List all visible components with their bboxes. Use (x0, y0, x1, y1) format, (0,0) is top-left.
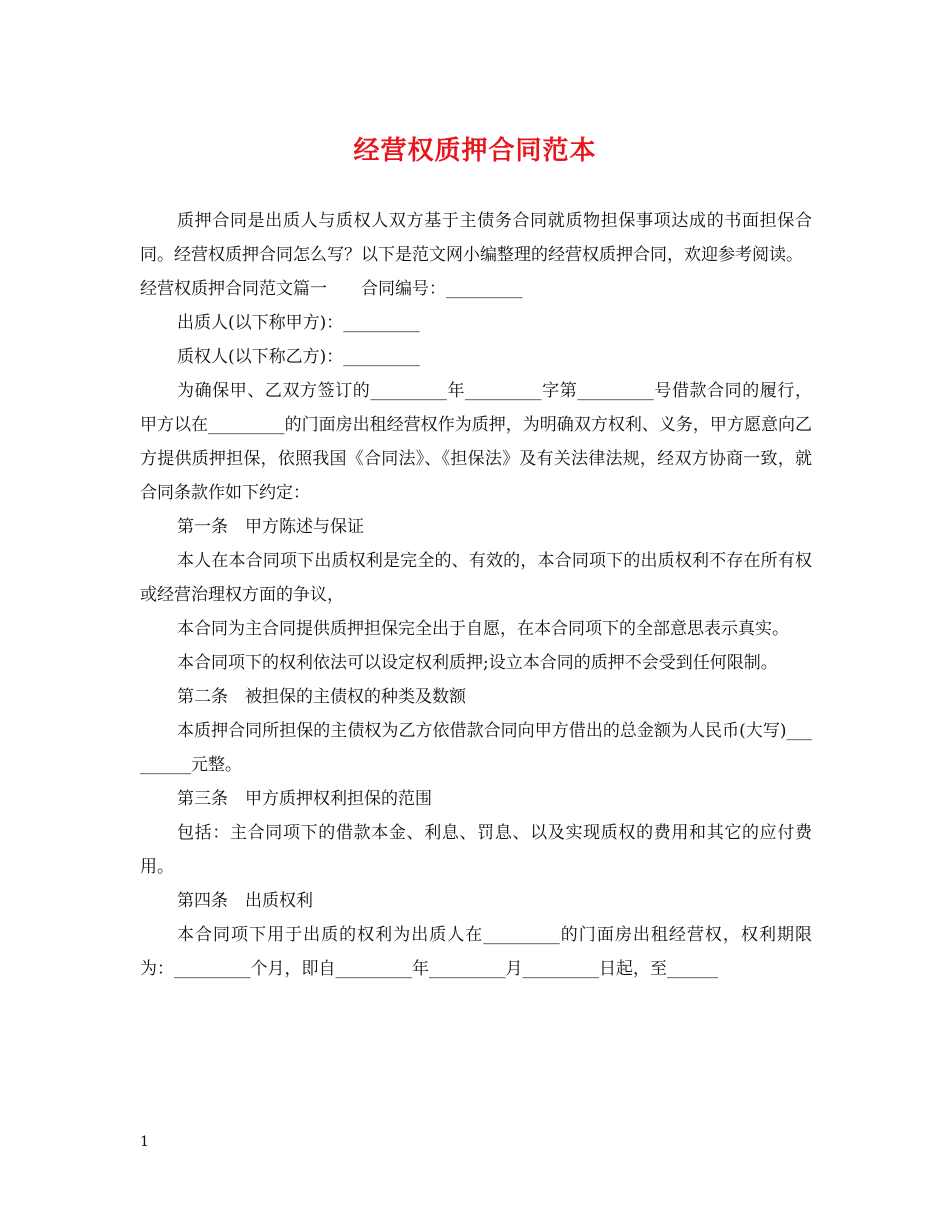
article-1-heading: 第一条 甲方陈述与保证 (177, 517, 364, 537)
article-2-heading: 第二条 被担保的主债权的种类及数额 (177, 687, 466, 707)
document-body (140, 204, 812, 986)
article-1-clause-1: 本人在本合同项下出质权利是完全的、有效的，本合同项下的出质权利不存在所有权或经营治理权方面的争议， (140, 551, 812, 605)
article-4-heading: 第四条 出质权利 (177, 891, 313, 911)
preamble-paragraph: 为确保甲、乙双方签订的_________年_________字第_________号借款合同的履行，甲方以在_________的门面房出租经营权作为质押，为明确双方权利、义务，甲方愿意向乙方提供质押担保，依照我国《合同法》、《担保法》及有关法律法规，经双方协商一致，就合同条款作如下约定： (140, 381, 812, 503)
article-3-heading: 第三条 甲方质押权利担保的范围 (177, 789, 432, 809)
contract-heading-line: 经营权质押合同范文篇一 合同编号：_________ (140, 279, 523, 299)
document-title: 经营权质押合同范本 (353, 136, 597, 166)
article-1-clause-3: 本合同项下的权利依法可以设定权利质押;设立本合同的质押不会受到任何限制。 (177, 653, 778, 673)
article-2-clause: 本质押合同所担保的主债权为乙方依借款合同向甲方借出的总金额为人民币(大写)_________元整。 (140, 721, 812, 775)
pledgor-line: 出质人(以下称甲方)：_________ (177, 313, 420, 333)
page-number: 1 (140, 1134, 149, 1150)
article-1-clause-2: 本合同为主合同提供质押担保完全出于自愿，在本合同项下的全部意思表示真实。 (177, 619, 789, 639)
article-3-clause: 包括：主合同项下的借款本金、利息、罚息、以及实现质权的费用和其它的应付费用。 (140, 823, 812, 877)
pledgee-line: 质权人(以下称乙方)：_________ (177, 347, 420, 367)
article-4-clause: 本合同项下用于出质的权利为出质人在_________的门面房出租经营权，权利期限为：_________个月，即自_________年_________月_________日起，至______ (140, 925, 812, 979)
intro-paragraph: 质押合同是出质人与质权人双方基于主债务合同就质物担保事项达成的书面担保合同。经营权质押合同怎么写？以下是范文网小编整理的经营权质押合同，欢迎参考阅读。 (140, 211, 812, 265)
